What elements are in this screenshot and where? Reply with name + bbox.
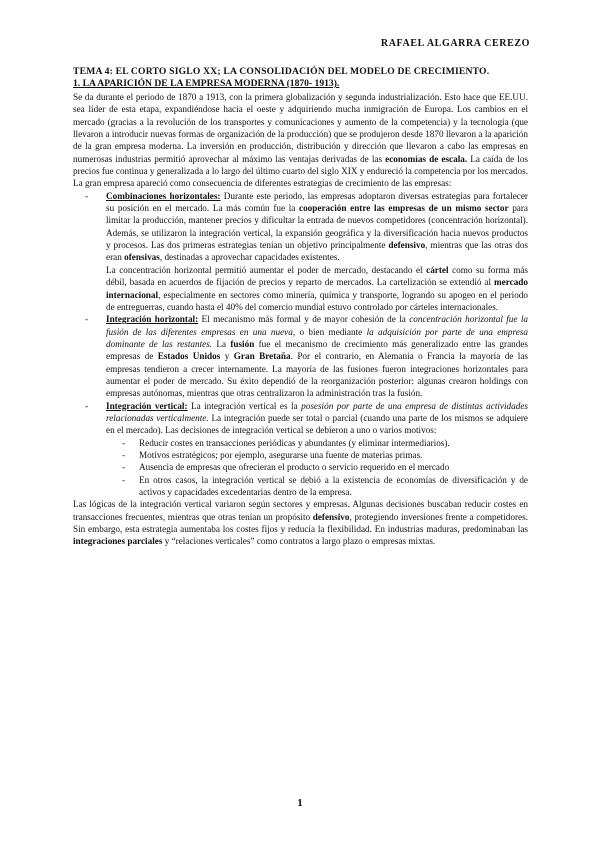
integracion-vertical-paragraph [106,400,528,437]
closing-text-2: , protegiendo inversiones frente a competidores. Sin embargo, esta estrategia aumentaba los costes fijos y reducía la flexibilidad. En industrias maduras, predominaban las [73,511,528,535]
ih-bold-gran-bretana: Gran Bretaña [233,351,291,362]
integracion-vertical-heading: Integración vertical: [106,400,188,411]
list-item-integracion-vertical [106,400,528,499]
intro-paragraph [73,91,528,190]
motivos-list [106,437,528,499]
cartel-text-2: como su forma más débil, basada en acuerdos de fijación de precios y reparto de mercados. La cartelización se extendió al [106,264,528,288]
section-title: 1. LA APARICIÓN DE LA EMPRESA MODERNA (1870- 1913). [73,78,340,89]
combinaciones-heading: Combinaciones horizontales: [106,190,221,201]
closing-bold-integraciones: integraciones parciales [73,536,163,547]
iv-text-1: La integración vertical es la [187,400,302,411]
combinaciones-text-1: Durante este periodo, las empresas adoptaron diversas estrategias para fortalecer su posición en el mercado. La más común fue la [106,190,528,214]
combinaciones-bold-cooperacion: cooperación entre las empresas de un mismo sector [299,203,509,214]
ih-text-3: La [212,338,231,349]
integracion-horizontal-paragraph [106,313,528,399]
combinaciones-text-4: , destinadas a aprovechar capacidades existentes. [159,252,340,263]
list-item-integracion-horizontal [106,313,528,399]
combinaciones-paragraph [106,190,528,264]
combinaciones-text-3: , mientras que las otras dos eran [106,240,528,263]
document-title: TEMA 4: EL CORTO SIGLO XX; LA CONSOLIDACIÓN DEL MODELO DE CRECIMIENTO. [73,66,490,77]
integracion-horizontal-heading: Integración horizontal: [106,314,199,325]
cartel-text-1: La concentración horizontal permitió aumentar el poder de mercado, destacando el [106,264,427,275]
iv-italic-1: posesión por parte de una empresa de distintas actividades relacionadas verticalmente. [106,400,528,423]
page-number: 1 [297,797,303,809]
list-item-combinaciones [106,190,528,313]
strategies-list [73,190,528,499]
intro-text-2: La caída de los precios fue continua y generalizada a lo largo del último cuarto del siglo XIX y endureció la competencia por los mercados. La gran empresa apareció como consecuencia de diferentes estrategias de crecimiento de las empresas: [73,153,528,189]
intro-bold-economias: economías de escala. [385,153,468,164]
ih-text-2: o bien mediante [295,326,367,337]
cartel-paragraph [106,264,528,313]
iv-text-2: La integración puede ser total o parcial (cuando una parte de los mismos se adquiere en el mercado). Las decisiones de integración vertical se debieron a uno o varios motivos: [106,412,528,436]
closing-text-3: y “relaciones verticales” como contratos a largo plazo o empresas mixtas. [162,536,436,547]
closing-bold-defensivo: defensivo [312,511,350,522]
ih-text-5: y [220,351,234,362]
motivo-item: - En otros casos, la integración vertical se debió a la existencia de economías de diversificación y de activos y capacidades excedentarias dentro de la empresa. [139,474,528,499]
motivo-item: - Motivos estratégicos; por ejemplo, asegurarse una fuente de materias primas. [139,449,528,461]
motivo-item: - Ausencia de empresas que ofrecieran el producto o servicio requerido en el mercado [139,461,528,473]
cartel-bold-mercado: mercado internacional [106,277,528,300]
motivo-item: - Reducir costes en transacciones periódicas y abundantes (y eliminar intermediarios). [139,437,528,449]
ih-text-1: El mecanismo más formal y de mayor cohesión de la [198,314,410,325]
ih-text-4: fue el mecanismo de crecimiento más generalizado entre las grandes empresas de [106,338,529,362]
cartel-text-3: , especialmente en sectores como minería, química y transporte, logrando su apogeo en el periodo de entreguerras, cuando hasta el 40% del comercio mundial estuvo controlado por cárteles internacionales. [106,289,528,312]
ih-bold-eeuu: Estados Unidos [157,351,221,362]
ih-bold-fusion: fusión [230,338,255,349]
cartel-bold-cartel: cártel [426,264,449,275]
closing-paragraph [73,498,528,547]
document-body [73,66,528,548]
ih-text-6: . Por el contrario, en Alemania o Francia la mayoría de las empresas tendieron a crecer internamente. La mayoría de las fusiones fueron integraciones horizontales para aumentar el poder de mercado. Su éxito dependió de la reorganización posterior: algunas crearon holdings con empresas autónomas, mientras que otras centralizaron la administración tras la fusión. [106,351,529,399]
combinaciones-bold-defensivo: defensivo [388,240,426,251]
ih-italic-1: concentración horizontal fue la fusión de las diferentes empresas en una nueva, [106,314,528,337]
header-author: RAFAEL ALGARRA CEREZO [380,38,530,49]
intro-text-1: Se da durante el periodo de 1870 a 1913, con la primera globalización y segunda industrialización. Esto hace que EE.UU. sea líder de esta etapa, expandiéndose hacia el oeste y adquiriendo mucha inmigración de Europa. Los cambios en el mercado (gracias a la revolución de los transportes y comunicaciones y aumento de la competencia) y la tecnología (que llevaron a introducir nuevas formas de organización de la producción) que se produjeron desde 1870 llevaron a la aparición de la gran empresa moderna. La inversión en producción, distribución y dirección que llevaron a cabo las empresas en numerosas industrias permitió aprovechar al máximo las ventajas derivadas de las [73,92,528,164]
combinaciones-text-2: para limitar la producción, mantener precios y dificultar la entrada de nuevos competidores (concentración horizontal). Además, se utilizaron la integración vertical, la expansión geográfica y la diversificación hacia nuevos productos y procesos. Las dos primeras estrategias tenían un objetivo principalmente [106,203,529,251]
combinaciones-bold-ofensivas: ofensivas [124,252,160,263]
closing-text-1: Las lógicas de la integración vertical variaron según sectores y empresas. Algunas decisiones buscaban reducir costes en transacciones frecuentes, mientras que otras tenían un propósito [73,499,528,522]
ih-italic-2: la adquisición por parte de una empresa dominante de las restantes. [106,326,529,349]
